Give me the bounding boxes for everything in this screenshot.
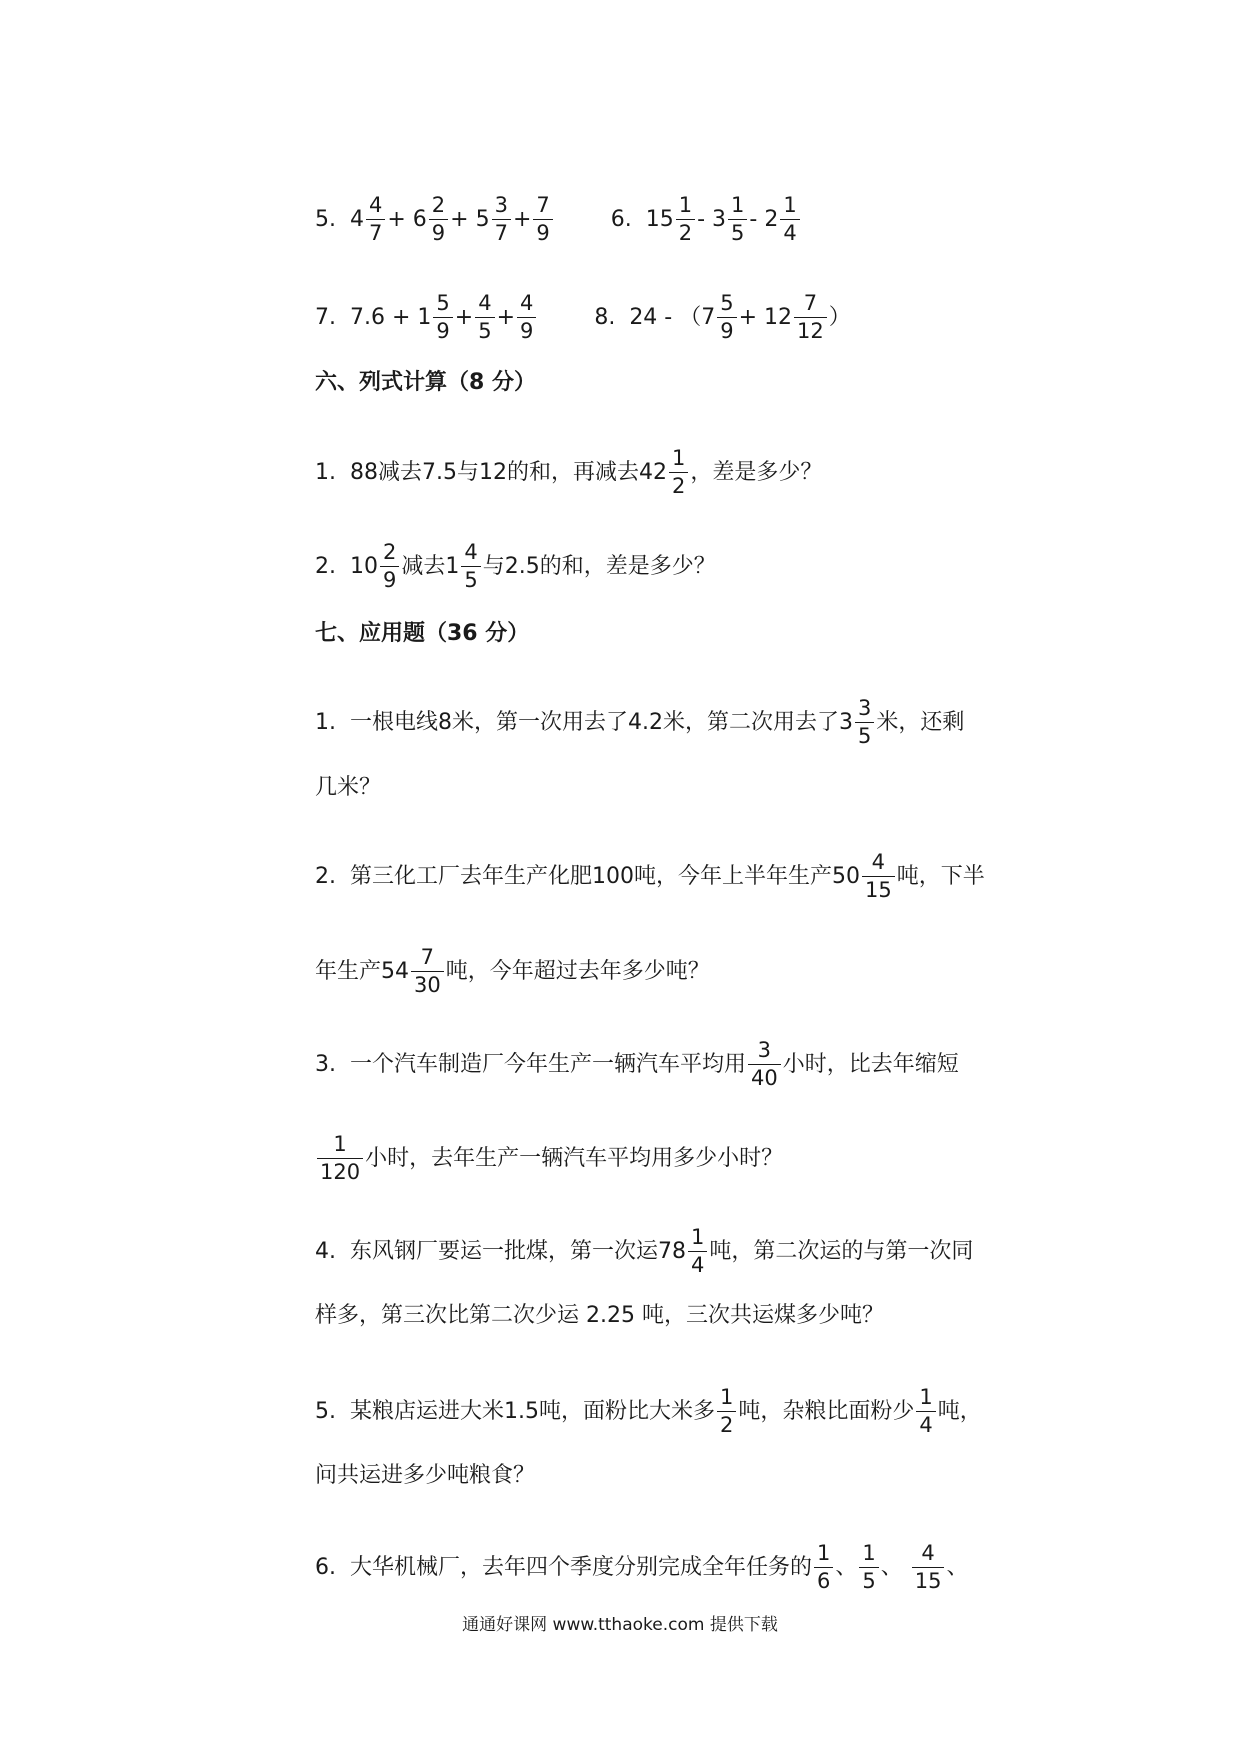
question-line [315,542,716,591]
fraction-denominator: 9 [433,317,452,342]
fraction-denominator: 2 [717,1411,736,1436]
line-text: 减去1 [401,553,460,579]
fraction-denominator: 7 [492,219,511,244]
fraction-denominator: 4 [688,1251,707,1276]
line-text: + 12 [738,304,793,330]
line-text: 吨， [937,1398,982,1424]
fraction-denominator: 40 [748,1064,781,1089]
line-text: 4. 东风钢厂要运一批煤，第一次运78 [315,1238,686,1264]
question-line [315,448,822,497]
fraction-denominator: 9 [517,317,536,342]
line-text: + [496,304,516,330]
line-text: 1. 一根电线8米，第一次用去了4.2米，第二次用去了3 [315,709,853,735]
line-text: ） [828,304,851,330]
fraction [533,195,552,244]
fraction [492,195,511,244]
fraction-numerator: 1 [783,193,797,217]
fraction-numerator: 4 [520,291,534,315]
fraction-denominator: 5 [728,219,747,244]
line-text: 样多，第三次比第二次少运 2.25 吨，三次共运煤多少吨？ [315,1303,884,1328]
line-text: 问共运进多少吨粮食？ [315,1463,536,1488]
fraction-denominator: 15 [912,1567,945,1592]
line-text: 吨，下半 [896,863,985,889]
question-line [315,195,802,244]
fraction [461,542,480,591]
fraction [780,195,799,244]
fraction [912,1543,945,1592]
fraction-numerator: 3 [757,1038,772,1062]
fraction [475,293,494,342]
fraction [411,947,444,996]
line-text: 1. 88减去7.5与12的和，再减去42 [315,459,667,485]
question-line [315,1134,783,1183]
fraction-numerator: 4 [368,193,383,217]
line-text: + 6 [387,206,427,232]
fraction [669,448,688,497]
section-heading [315,623,529,645]
fraction-denominator: 2 [669,472,688,497]
fraction-numerator: 1 [719,1385,734,1409]
line-text: 几米？ [315,775,382,800]
fraction [748,1040,781,1089]
fraction-denominator: 5 [859,1567,878,1592]
fraction-numerator: 1 [690,1225,705,1249]
fraction [717,1387,736,1436]
fraction-denominator: 4 [780,219,799,244]
line-text: 、 [835,1554,858,1580]
question-line [315,852,985,901]
fraction-denominator: 2 [676,219,695,244]
line-text: + [512,206,532,232]
fraction-denominator: 9 [429,219,448,244]
line-text: 8. 24 - （7 [538,304,716,330]
fraction-denominator: 5 [475,317,494,342]
fraction-denominator: 9 [717,317,736,342]
fraction-numerator: 5 [436,291,450,315]
fraction-numerator: 4 [478,291,492,315]
fraction [688,1227,707,1276]
fraction [794,293,827,342]
fraction-denominator: 5 [855,722,874,747]
fraction-numerator: 1 [816,1541,831,1565]
line-text: 、 [946,1554,969,1580]
fraction [916,1387,935,1436]
line-text: 六、列式计算（8 分） [315,370,536,395]
fraction-numerator: 7 [803,291,818,315]
question-line [315,1387,982,1436]
fraction-denominator: 9 [380,566,399,591]
fraction-numerator: 3 [857,696,872,720]
fraction-denominator: 120 [317,1158,363,1183]
fraction [855,698,874,747]
line-text: 、 [880,1554,910,1580]
question-line [315,1305,884,1327]
fraction [429,195,448,244]
fraction-numerator: 4 [464,540,478,564]
fraction [366,195,385,244]
fraction [728,195,747,244]
fraction [862,852,895,901]
line-text: 吨，今年超过去年多少吨？ [445,958,710,984]
fraction-numerator: 2 [431,193,446,217]
question-line [315,1040,959,1089]
line-text: 吨，第二次运的与第一次同 [709,1238,974,1264]
line-text: 与2.5的和，差是多少？ [482,553,716,579]
fraction-numerator: 1 [678,193,693,217]
fraction-numerator: 4 [921,1541,935,1565]
fraction-denominator: 12 [794,317,827,342]
fraction-numerator: 5 [720,291,734,315]
line-text: 6. 15 [554,206,674,232]
line-text: 年生产54 [315,958,409,984]
fraction-numerator: 7 [420,945,435,969]
fraction [676,195,695,244]
line-text: 2. 10 [315,553,378,579]
fraction-denominator: 4 [916,1411,935,1436]
question-line [315,1227,973,1276]
fraction-numerator: 1 [862,1541,876,1565]
section-heading [315,372,536,394]
fraction-denominator: 5 [461,566,480,591]
question-line [315,1465,535,1487]
fraction-denominator: 30 [411,971,444,996]
fraction-numerator: 1 [731,193,745,217]
fraction [717,293,736,342]
line-text: 7. 7.6 + 1 [315,304,432,330]
question-line [315,1543,969,1592]
line-text: 5. 某粮店运进大米1.5吨，面粉比大米多 [315,1398,715,1424]
fraction-numerator: 1 [671,446,686,470]
fraction-denominator: 15 [862,876,895,901]
fraction-denominator: 9 [533,219,552,244]
fraction-denominator: 7 [366,219,385,244]
line-text: 2. 第三化工厂去年生产化肥100吨，今年上半年生产50 [315,863,860,889]
line-text: - 2 [749,206,779,232]
fraction [859,1543,878,1592]
fraction [517,293,536,342]
line-text: 6. 大华机械厂，去年四个季度分别完成全年任务的 [315,1554,812,1580]
line-text: 吨，杂粮比面粉少 [738,1398,915,1424]
fraction-numerator: 1 [333,1132,347,1156]
line-text: 小时，去年生产一辆汽车平均用多少小时？ [365,1145,784,1171]
fraction-numerator: 7 [536,193,550,217]
line-text: - 3 [697,206,727,232]
question-line [315,293,851,342]
line-text: + [454,304,474,330]
fraction [380,542,399,591]
fraction-denominator: 6 [814,1567,833,1592]
line-text: + 5 [450,206,490,232]
line-text: ，差是多少？ [690,459,823,485]
line-text: 小时，比去年缩短 [782,1051,959,1077]
line-text: 3. 一个汽车制造厂今年生产一辆汽车平均用 [315,1051,746,1077]
fraction-numerator: 4 [871,850,886,874]
fraction-numerator: 2 [382,540,397,564]
line-text: 5. 4 [315,206,364,232]
fraction-numerator: 1 [919,1385,933,1409]
fraction [433,293,452,342]
question-line [315,947,710,996]
footer-credit: 通通好课网 www.tthaoke.com 提供下载 [462,1615,778,1635]
fraction-numerator: 3 [494,193,508,217]
fraction [814,1543,833,1592]
line-text: 七、应用题（36 分） [315,621,530,646]
line-text: 米，还剩 [876,709,965,735]
question-line [315,777,381,799]
fraction [317,1134,363,1183]
question-line [315,698,964,747]
